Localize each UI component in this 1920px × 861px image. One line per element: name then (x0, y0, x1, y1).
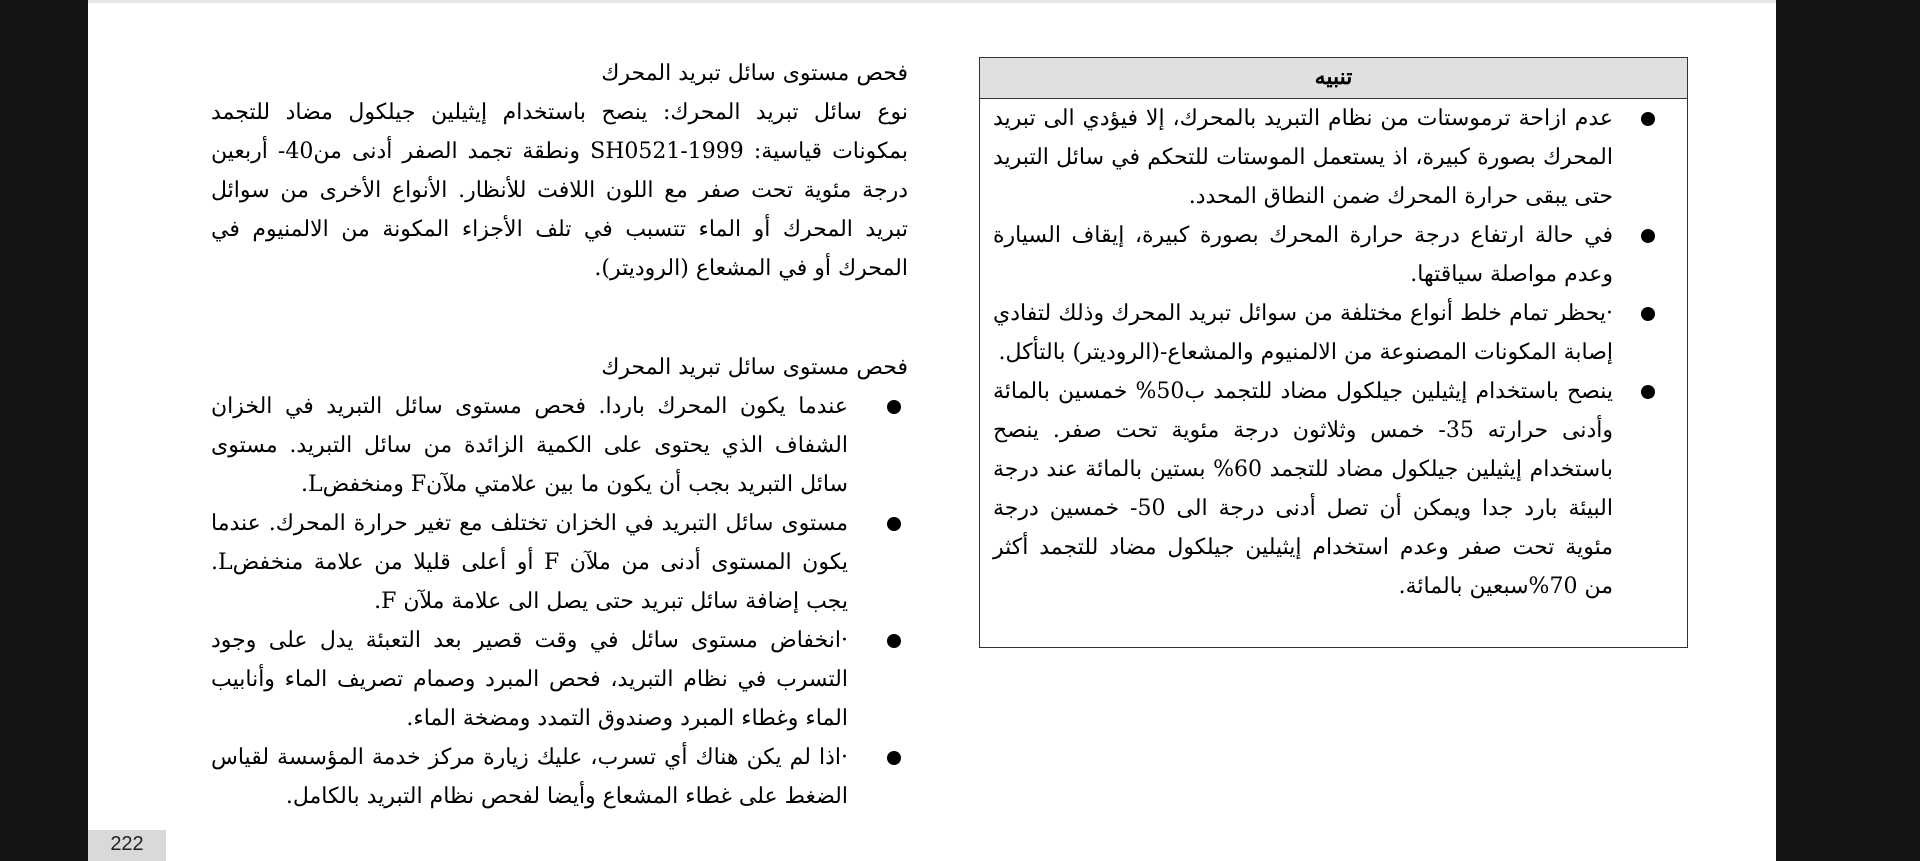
list-item-text: ·يحظر تمام خلط أنواع مختلفة من سوائل تبريد المحرك وذلك لتفادي إصابة المكونات المصنوعة من الالمنيوم والمشعاع-(الروديتر) بالتأكل. (993, 301, 1613, 365)
caution-bullets (980, 99, 1687, 606)
list-item (993, 372, 1673, 606)
list-item (211, 621, 908, 738)
list-item-text: مستوى سائل التبريد في الخزان تختلف مع تغير حرارة المحرك. عندما يكون المستوى أدنى من ملآن F أو أعلى قليلا من علامة منخفضL. يجب إضافة سائل تبريد حتى يصل الى علامة ملآن F. (211, 511, 848, 614)
list-item (993, 99, 1673, 216)
list-item-text: عندما يكون المحرك باردا. فحص مستوى سائل التبريد في الخزان الشفاف الذي يحتوى على الكمية الزائدة من سائل التبريد. مستوى سائل التبريد بجب أن يكون ما بين علامتي ملآنF ومنخفضL. (211, 394, 849, 497)
list-item-text: ·اذا لم يكن هناك أي تسرب، عليك زيارة مركز خدمة المؤسسة لقياس الضغط على غطاء المشعاع وأيضا لفحص نظام التبريد بالكامل. (211, 745, 848, 809)
page-number: 222 (88, 830, 166, 861)
page-top-edge (88, 0, 1776, 3)
section-title-coolant-type: فحص مستوى سائل تبريد المحرك (601, 61, 908, 86)
caution-title: تنبيه (980, 58, 1687, 99)
list-item (993, 294, 1673, 372)
bullet-icon (1641, 112, 1655, 126)
list-item-text: ينصح باستخدام إيثيلين جيلكول مضاد للتجمد ب50% خمسين بالمائة وأدنى حرارته 35- خمس وثلاثون درجة مئوية تحت صفر. ينصح باستخدام إيثيلين جيلكول مضاد للتجمد 60% بستين بالمائة عند درجة البيئة بارد جدا ويمكن أن تصل أدنى درجة الى 50- خمسين درجة مئوية تحت صفر وعدم استخدام إيثيلين جيلكول مضاد للتجمد أكثر من 70%سبعين بالمائة. (993, 379, 1614, 599)
coolant-level-bullets (211, 387, 908, 816)
bullet-icon (887, 751, 901, 765)
list-item (211, 738, 908, 816)
manual-page (88, 0, 1776, 861)
bullet-icon (887, 400, 901, 414)
section-title-coolant-level: فحص مستوى سائل تبريد المحرك (601, 355, 908, 380)
list-item (211, 387, 908, 504)
list-item-text: عدم ازاحة ترموستات من نظام التبريد بالمحرك، إلا فيؤدي الى تبريد المحرك بصورة كبيرة، اذ يستعمل الموستات للتحكم في سائل التبريد حتى يبقى حرارة المحرك ضمن النطاق المحدد. (993, 106, 1613, 209)
coolant-check-column (211, 54, 908, 816)
list-item (993, 216, 1673, 294)
list-item-text: في حالة ارتفاع درجة حرارة المحرك بصورة كبيرة، إيقاف السيارة وعدم مواصلة سياقتها. (993, 223, 1613, 287)
caution-box (979, 57, 1688, 648)
bullet-icon (1641, 229, 1655, 243)
list-item-text: ·انخفاض مستوى سائل في وقت قصير بعد التعبئة يدل على وجود التسرب في نظام التبريد، فحص المبرد وصمام تصريف الماء وأنابيب الماء وغطاء المبرد وصندوق التمدد ومضخة الماء. (211, 628, 848, 731)
bullet-icon (1641, 385, 1655, 399)
bullet-icon (1641, 307, 1655, 321)
coolant-type-paragraph: نوع سائل تبريد المحرك: ينصح باستخدام إيثيلين جيلكول مضاد للتجمد بمكونات قياسية: SH0521-1999 ونطقة تجمد الصفر أدنى من40- أربعين درجة مئوية تحت صفر مع اللون اللافت للأنظار. الأنواع الأخرى من سوائل تبريد المحرك أو الماء تتسبب في تلف الأجزاء المكونة من الالمنيوم في المحرك أو في المشعاع (الروديتر). (211, 100, 909, 281)
bullet-icon (887, 517, 901, 531)
list-item (211, 504, 908, 621)
bullet-icon (887, 634, 901, 648)
